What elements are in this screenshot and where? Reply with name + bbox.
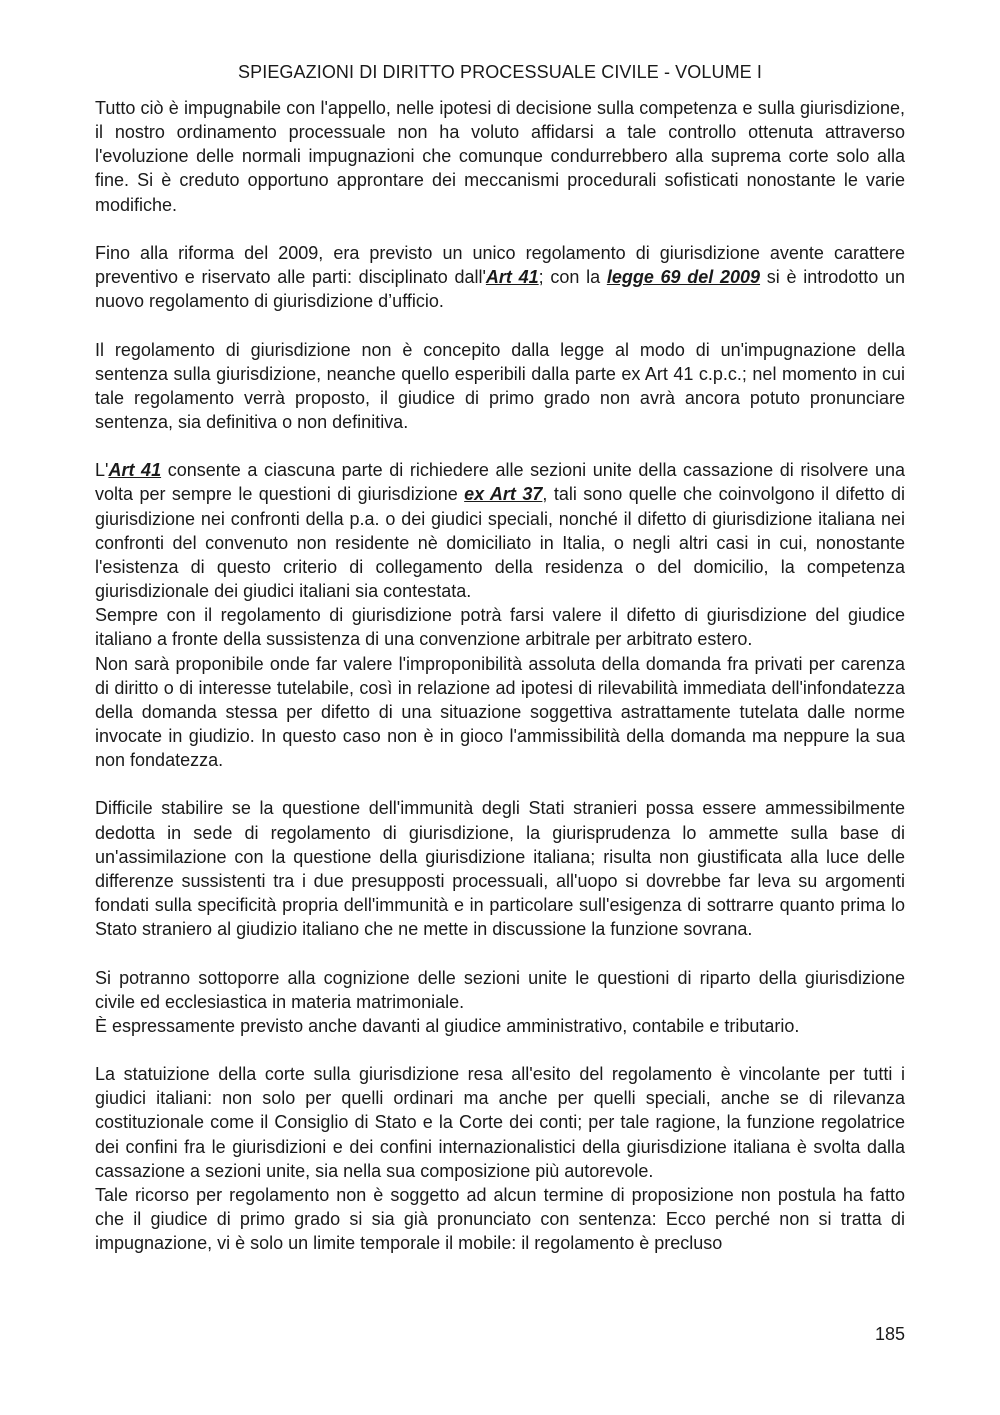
paragraph-11: Tale ricorso per regolamento non è soggetto ad alcun termine di proposizione non postula ha fatto che il giudice di primo grado si sia già pronunciato con sentenza: Ecco perché non si tratta di impugnazione, vi è solo un limite temporale il mobile: il regolamento è precluso (95, 1184, 905, 1254)
legge-69-2009-link[interactable]: legge 69 del 2009 (606, 267, 761, 288)
paragraph-1: Tutto ciò è impugnabile con l'appello, nelle ipotesi di decisione sulla competenza e sulla giurisdizione, il nostro ordinamento processuale non ha voluto affidarsi a tale controllo ottenuta attraverso l'evoluzione delle normali impugnazioni che comunque condurrebbero alla suprema corte solo alla fine. Si è creduto opportuno approntare dei meccanismi procedurali sofisticati nonostante le varie modifiche. (95, 98, 905, 215)
art-41-link-2[interactable]: Art 41 (108, 460, 162, 481)
paragraph-2 (95, 241, 905, 313)
paragraph-4-text-c: , tali sono quelle che coinvolgono il difetto di giurisdizione nei confronti della p.a. o dei giudici speciali, nonché il difetto di giurisdizione italiana nei confronti del convenuto non residente nè domiciliato in Italia, o negli altri casi in cui, nonostante l'esistenza di questo criterio di collegamento della residenza o del domicilio, la competenza giurisdizionale dei giudici italiani sia contestata. (95, 484, 906, 602)
paragraph-4-text-b: consente a ciascuna parte di richiedere alle sezioni unite della cassazione di risolvere una volta per sempre le questioni di giurisdizione (95, 460, 905, 505)
page-number: 185 (874, 1324, 905, 1344)
paragraph-4-text-a: L' (95, 460, 109, 481)
ex-art-37-link[interactable]: ex Art 37 (464, 484, 543, 505)
art-41-link[interactable]: Art 41 (485, 267, 539, 288)
paragraph-2-text-a: Fino alla riforma del 2009, era previsto un unico regolamento di giurisdizione avente carattere preventivo e riservato alle parti: disciplinato dall' (95, 242, 905, 288)
paragraph-2-text-c: si è introdotto un nuovo regolamento di giurisdizione d’ufficio. (95, 267, 905, 312)
paragraph-10: La statuizione della corte sulla giurisdizione resa all'esito del regolamento è vincolante per tutti i giudici italiani: non solo per quelli ordinari ma anche per quelli speciali, anche se di rilevanza costituzionale come il Consiglio di Stato e la Corte dei conti; per tale ragione, la funzione regolatrice dei confini fra le giurisdizioni e dei confini internazionalistici della giurisdizione italiana è svolta dalla cassazione a sezioni unite, sia nella sua composizione più autorevole. (95, 1064, 905, 1181)
paragraph-6: Non sarà proponibile onde far valere l'improponibilità assoluta della domanda fra privati per carenza di diritto o di interesse tutelabile, così in relazione ad ipotesi di rilevabilità immediata dell'infondatezza della domanda stessa per difetto di una situazione soggettiva astrattamente tutelata dalle norme invocate in giudizio. In questo caso non è in gioco l'ammissibilità della domanda ma neppure la sua non fondatezza. (95, 653, 905, 771)
paragraph-3: Il regolamento di giurisdizione non è concepito dalla legge al modo di un'impugnazione della sentenza sulla giurisdizione, neanche quello esperibili dalla parte ex Art 41 c.p.c.; nel momento in cui tale regolamento verrà proposto, il giudice di primo grado non avrà ancora potuto pronunciare sentenza, sia definitiva o non definitiva. (95, 339, 905, 432)
paragraph-7: Difficile stabilire se la questione dell'immunità degli Stati stranieri possa essere ammessibilmente dedotta in sede di regolamento di giurisdizione, la giurisprudenza lo ammette sulla base di un'assimilazione con la questione della giurisdizione italiana; risulta non giustificata alla luce delle differenze sussistenti tra i due presupposti processuali, all'uopo si dovrebbe far leva su argomenti fondati sulla specificità propria dell'immunità e in particolare sull'esigenza di sottrarre quanto prima lo Stato straniero al giudizio italiano che ne mette in discussione la funzione sovrana. (95, 798, 905, 940)
body-text (95, 96, 905, 1255)
paragraph-4 (95, 458, 905, 603)
paragraph-2-text-b: ; con la (538, 267, 607, 288)
running-header: SPIEGAZIONI DI DIRITTO PROCESSUALE CIVILE - VOLUME I (238, 62, 762, 82)
paragraph-9: È espressamente previsto anche davanti al giudice amministrativo, contabile e tributario. (95, 1015, 800, 1036)
paragraph-5: Sempre con il regolamento di giurisdizione potrà farsi valere il difetto di giurisdizione del giudice italiano a fronte della sussistenza di una convenzione arbitrale per arbitrato estero. (95, 605, 905, 650)
paragraph-8: Si potranno sottoporre alla cognizione delle sezioni unite le questioni di riparto della giurisdizione civile ed ecclesiastica in materia matrimoniale. (95, 967, 905, 1012)
